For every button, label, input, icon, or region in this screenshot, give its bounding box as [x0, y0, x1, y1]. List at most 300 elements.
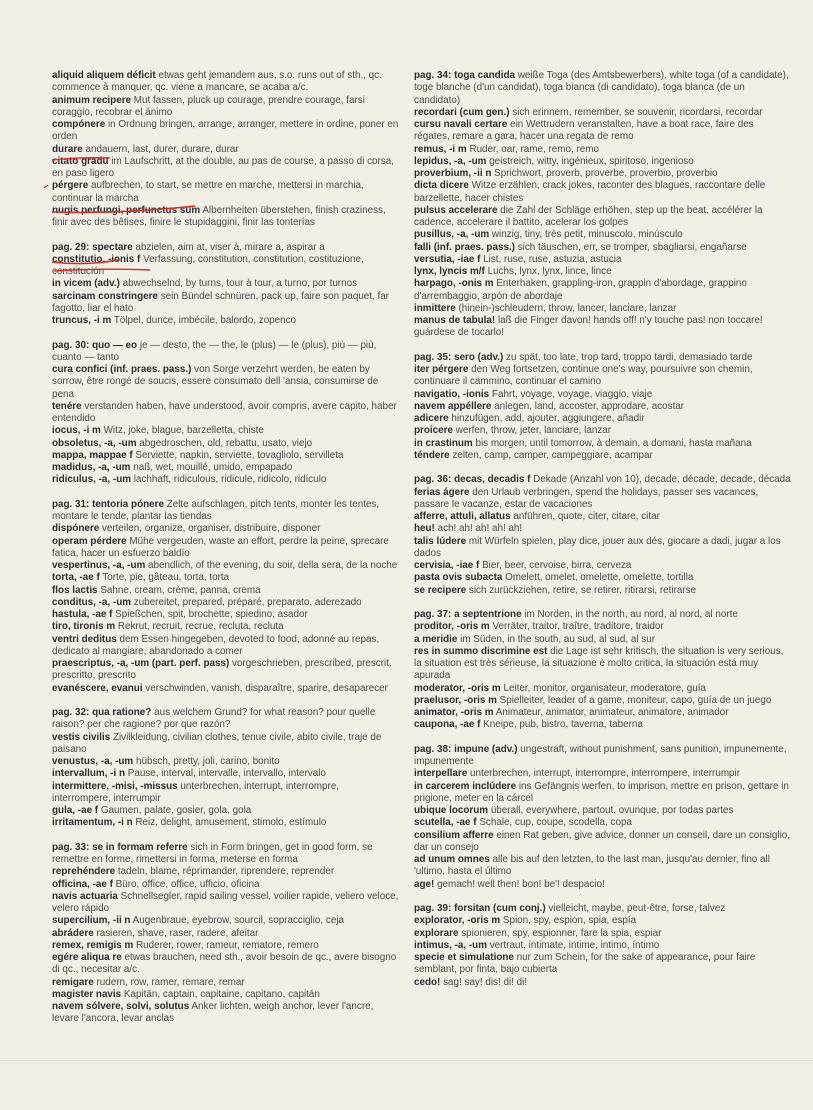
- translations: Omelett, omelet, omelette, omelette, tortilla: [505, 572, 694, 584]
- latin-term: manus de tabula!: [414, 315, 496, 326]
- latin-term: spectare: [92, 241, 133, 253]
- glossary-entry: [52, 732, 400, 757]
- translations: lachhaft, ridiculous, ridicule, ridicolo, ridículo: [133, 474, 327, 486]
- glossary-entry: [52, 879, 400, 891]
- translations: ins Gefängnis werfen, to imprison, mettre en prison, gettare in prigione, meter en la cárcel: [414, 780, 789, 804]
- translations: Ruder, oar, rame, remo, remo: [469, 143, 599, 155]
- latin-term: operam pérdere: [52, 535, 127, 547]
- glossary-entry: [52, 462, 400, 474]
- glossary-entry: [414, 425, 792, 437]
- glossary-section: [414, 70, 792, 340]
- translations: anführen, quote, citer, citare, citar: [513, 511, 660, 523]
- latin-term: remigare: [52, 976, 94, 988]
- latin-term: consilium afferre: [414, 829, 494, 841]
- latin-term: mappa, mappae f: [52, 449, 133, 461]
- latin-term: adicere: [414, 413, 449, 425]
- latin-term: remex, remigis m: [52, 939, 134, 951]
- page-reference: pag. 32:: [52, 707, 90, 719]
- translations: laß die Finger davon! hands off! n'y touche pas! non toccare! guárdese de tocarlo!: [414, 315, 763, 339]
- glossary-entry: [52, 597, 400, 609]
- translations: sich täuschen, err, se tromper, sbagliarsi, engañarse: [517, 241, 747, 253]
- translations: gemach! well then! bon! be'! despacio!: [437, 878, 605, 890]
- latin-term: res in summo discrimine est: [414, 645, 548, 657]
- latin-term: reprehéndere: [52, 866, 116, 878]
- glossary-entry: [52, 658, 400, 683]
- translations: einen Rat geben, give advice, donner un conseil, dare un consiglio, dar un consejo: [414, 829, 791, 853]
- translations: die Zahl der Schläge erhöhen, step up the beat, accélérer la cadence, accelerare il battito, acelerar los golpes: [414, 204, 763, 228]
- translations: nur zum Schein, for the sake of appearance, pour faire semblant, por finta, bajo cubierta: [414, 952, 756, 976]
- glossary-entry: [52, 756, 400, 768]
- latin-term: age!: [414, 878, 435, 890]
- translations: mit Würfeln spielen, play dice, jouer aux dés, giocare a dadi, jugar a los dados: [414, 535, 781, 559]
- latin-term: dispónere: [52, 523, 100, 535]
- translations: hübsch, pretty, joli, carino, bonito: [135, 756, 280, 768]
- glossary-entry: [414, 781, 792, 806]
- translations: von Sorge verzehrt werden, be eaten by sorrow, être rongé de soucis, essere consumato dell 'ansia, consumirse de pena: [52, 364, 379, 400]
- glossary-entry: [52, 817, 400, 829]
- glossary-entry: [414, 940, 792, 952]
- glossary-entry: [414, 254, 792, 266]
- glossary-section: [414, 352, 792, 462]
- latin-term: egére aliqua re: [52, 952, 122, 964]
- glossary-entry: [52, 205, 400, 230]
- glossary-entry: [52, 95, 400, 120]
- translations: spionieren, spy, espionner, fare la spia, espiar: [461, 927, 662, 939]
- latin-term: officina, -ae f: [52, 878, 113, 890]
- glossary-entry: [414, 315, 792, 340]
- glossary-entry: [414, 156, 792, 168]
- translations: unterbrechen, interrupt, interrompre, interrompere, interrumpir: [470, 768, 741, 780]
- glossary-section: [414, 609, 792, 732]
- page-reference: pag. 36:: [414, 474, 452, 486]
- translations: aufbrechen, to start, se mettre en marche, mettersi in marchia, continuar la marcha: [52, 180, 364, 204]
- page-reference: pag. 31:: [52, 498, 90, 510]
- latin-term: talis lúdere: [414, 535, 467, 547]
- glossary-entry: [52, 560, 400, 572]
- glossary-entry: [414, 744, 792, 769]
- translations: Zelte aufschlagen, pitch tents, monter les tentes, montare le tende, plantar las tiendas: [52, 498, 380, 523]
- translations: Spielleiter, leader of a game, moniteur, capo, guía de un juego: [499, 694, 772, 706]
- glossary-entry: [52, 242, 400, 254]
- latin-term: madidus, -a, -um: [52, 462, 131, 474]
- translations: alle bis auf den letzten, to the last man, jusqu'au dernier, fino all 'ultimo, hasta el último: [414, 854, 770, 878]
- glossary-entry: [414, 977, 792, 989]
- page-reference: pag. 33:: [52, 841, 90, 853]
- translations: rasieren, shave, raser, radere, afeitar: [96, 927, 259, 939]
- translations: Sahne, cream, crème, panna, crema: [100, 584, 261, 596]
- translations: Kapitän, captain, capitaine, capitano, capitán: [123, 988, 320, 1000]
- glossary-entry: [52, 572, 400, 584]
- translations: Büro, office, office, ufficio, oficina: [115, 878, 260, 890]
- latin-term: vespertinus, -a, -um: [52, 560, 146, 572]
- latin-term: recordari (cum gen.): [414, 106, 510, 118]
- latin-term: remus, -i m: [414, 143, 467, 155]
- glossary-entry: [52, 634, 400, 659]
- translations: verstanden haben, have understood, avoir compris, avere capito, haber entendido: [52, 400, 397, 425]
- glossary-entry: [52, 536, 400, 561]
- glossary-section: [52, 242, 400, 328]
- glossary-entry: [414, 572, 792, 584]
- glossary-entry: [414, 903, 792, 915]
- latin-term: navem sólvere, solvi, solutus: [52, 1001, 190, 1013]
- glossary-entry: [52, 952, 400, 977]
- latin-term: supercilium, -ii n: [52, 915, 131, 927]
- glossary-section: [414, 744, 792, 891]
- translations: sich zurückziehen, retire, se retirer, ritirarsi, retirarse: [468, 584, 697, 596]
- latin-term: iocus, -i m: [52, 425, 101, 437]
- translations: hinzufügen, add, ajouter, aggiungere, añadir: [451, 413, 645, 425]
- translations: Pause, interval, intervalle, intervallo, intervalo: [127, 768, 326, 780]
- translations: unterbrechen, interrupt, interrompre, interrompere, interrumpir: [52, 780, 340, 804]
- translations: Luchs, lynx, lynx, lince, lince: [487, 266, 612, 277]
- glossary-entry: [52, 425, 400, 437]
- page-reference: pag. 34:: [414, 70, 452, 81]
- glossary-entry: [414, 646, 792, 683]
- latin-term: ubique locorum: [414, 805, 489, 817]
- latin-term: explorare: [414, 927, 459, 939]
- page-reference: pag. 37:: [414, 609, 452, 621]
- glossary-entry: [414, 389, 792, 401]
- translations: je — desto, the — the, le (plus) — le (plus), più — più, cuanto — tanto: [52, 339, 377, 363]
- latin-term: in vicem (adv.): [52, 278, 120, 290]
- glossary-entry: [52, 928, 400, 940]
- glossary-entry: [52, 474, 400, 486]
- glossary-entry: [52, 401, 400, 426]
- latin-term: proverbium, -ii n: [414, 168, 492, 179]
- latin-term: harpago, -onis m: [414, 278, 494, 290]
- latin-term: magister navis: [52, 988, 122, 1000]
- glossary-entry: [414, 830, 792, 855]
- translations: sag! say! dis! di! di!: [443, 976, 528, 988]
- translations: bis morgen, until tomorrow, à demain, a domani, hasta mañana: [475, 437, 752, 449]
- latin-term: qua ratione?: [92, 707, 152, 719]
- glossary-entry: [414, 474, 792, 486]
- latin-term: vestis civilis: [52, 731, 111, 743]
- latin-term: citato gradu: [52, 155, 109, 167]
- translations: Augenbraue, eyebrow, sourcil, sopracciglio, ceja: [132, 915, 345, 927]
- latin-term: specie et simulatione: [414, 952, 514, 964]
- glossary-entry: [414, 536, 792, 561]
- glossary-entry: [52, 144, 400, 156]
- glossary-entry: [52, 683, 400, 695]
- latin-term: lepidus, -a, -um: [414, 155, 487, 167]
- glossary-entry: [414, 70, 792, 107]
- latin-term: cursu navali certare: [414, 119, 508, 130]
- glossary-entry: [52, 1001, 400, 1026]
- translations: vertraut, intimate, intime, intimo, íntimo: [489, 939, 660, 951]
- translations: überall, everywhere, partout, ovunque, por todas partes: [490, 805, 734, 817]
- glossary-section: [414, 903, 792, 989]
- glossary-entry: [414, 205, 792, 230]
- glossary-entry: [414, 144, 792, 156]
- translations: sich in Form bringen, get in good form, se remettre en forme, rimettersi in forma, meterse en forma: [52, 841, 373, 866]
- translations: Witze erzählen, crack jokes, raconter des blagues, raccontare delle barzellette, hacer chistes: [414, 180, 766, 204]
- translations: Verräter, traitor, traître, traditore, traidor: [492, 621, 664, 633]
- glossary-entry: [414, 719, 792, 731]
- latin-term: in crastinum: [414, 437, 473, 449]
- latin-term: dicta dicere: [414, 180, 469, 192]
- glossary-section: [52, 707, 400, 830]
- latin-term: heu!: [414, 523, 435, 535]
- glossary-entry: [414, 352, 792, 364]
- translations: Serviette, napkin, serviette, tovagliolo, servilleta: [135, 449, 344, 461]
- translations: weiße Toga (des Amtsbewerbers), white toga (of a candidate), toge blanche (d'un candidat), toga bianca (di candidato), toga blanca (de un candidato): [414, 70, 789, 106]
- latin-term: se in formam referre: [92, 841, 188, 853]
- latin-term: flos lactis: [52, 584, 98, 596]
- glossary-entry: [414, 107, 792, 119]
- translations: sich erinnern, remember, se souvenir, ricordarsi, recordar: [512, 106, 763, 118]
- glossary-entry: [414, 879, 792, 891]
- glossary-entry: [52, 781, 400, 806]
- glossary-entry: [414, 266, 792, 278]
- page-reference: pag. 39:: [414, 903, 452, 915]
- translations: Leiter, monitor, organisateur, moderatore, guía: [503, 682, 707, 694]
- latin-term: tentoria pónere: [92, 498, 164, 510]
- latin-term: intervallum, -i n: [52, 768, 125, 780]
- latin-term: aliquid aliquem déficit: [52, 70, 156, 81]
- latin-term: pusillus, -a, -um: [414, 229, 490, 241]
- latin-term: lynx, lyncis m/f: [414, 266, 485, 277]
- glossary-entry: [414, 928, 792, 940]
- glossary-entry: [414, 915, 792, 927]
- glossary-entry: [414, 805, 792, 817]
- glossary-entry: [52, 891, 400, 916]
- glossary-entry: [52, 977, 400, 989]
- translations: Tölpel, dunce, imbécile, balordo, zopenco: [113, 315, 297, 327]
- latin-term: irritamentum, -i n: [52, 817, 133, 829]
- translations: im Norden, in the north, au nord, al nord, al norte: [524, 609, 738, 621]
- latin-term: sarcinam constringere: [52, 290, 158, 302]
- translations: verteilen, organize, organiser, distribuire, disponer: [101, 523, 321, 535]
- latin-term: intermittere, -misi, -missus: [52, 780, 178, 792]
- glossary-entry: [414, 817, 792, 829]
- latin-term: ad unum omnes: [414, 854, 490, 866]
- glossary-entry: [52, 609, 400, 621]
- translations: Torte, pie, gâteau, torta, torta: [102, 572, 230, 584]
- translations: Reiz, delight, amusement, stimolo, estímulo: [135, 817, 327, 829]
- latin-term: navis actuaria: [52, 890, 118, 902]
- glossary-entry: [52, 364, 400, 401]
- translations: ungestraft, without punishment, sans punition, impunemente, impunemente: [414, 743, 787, 768]
- latin-term: animator, -oris m: [414, 707, 494, 719]
- latin-term: praelusor, -oris m: [414, 694, 497, 706]
- latin-term: ferias ágere: [414, 486, 470, 498]
- translations: Rekrut, recruit, recrue, recluta, recluta: [117, 621, 284, 633]
- latin-term: explorator, -oris m: [414, 915, 501, 927]
- glossary-entry: [52, 119, 400, 144]
- glossary-entry: [52, 768, 400, 780]
- translations: abzielen, aim at, viser à, mirare a, aspirar a: [135, 241, 325, 253]
- translations: Spion, spy, espion, spia, espía: [502, 915, 637, 927]
- latin-term: venustus, -a, -um: [52, 756, 134, 768]
- translations: im Süden, in the south, au sud, al sud, al sur: [460, 633, 655, 645]
- latin-term: pulsus accelerare: [414, 204, 498, 216]
- translations: zelten, camp, camper, campeggiare, acampar: [452, 449, 653, 461]
- glossary-section: [52, 340, 400, 487]
- translations: Dekade (Anzahl von 10), decade, décade, decade, década: [533, 474, 791, 486]
- translations: vorgeschrieben, prescribed, prescrit, prescritto, prescrito: [52, 658, 392, 682]
- glossary-entry: [52, 842, 400, 867]
- translations: geistreich, witty, ingénieux, spiritoso, ingenioso: [489, 155, 694, 167]
- glossary-entry: [414, 438, 792, 450]
- glossary-entry: [414, 523, 792, 535]
- page-reference: pag. 30:: [52, 339, 90, 351]
- latin-term: sero (adv.): [454, 351, 504, 363]
- glossary-entry: [52, 866, 400, 878]
- glossary-entry: [52, 340, 400, 365]
- glossary-entry: [52, 585, 400, 597]
- page-reference: pag. 35:: [414, 351, 452, 363]
- glossary-entry: [414, 560, 792, 572]
- latin-term: quo — eo: [92, 339, 138, 351]
- glossary-section: [52, 499, 400, 695]
- latin-term: cura confici (inf. praes. pass.): [52, 364, 192, 376]
- translations: zubereitet, prepared, préparé, preparato, aderezado: [133, 596, 362, 608]
- tick-mark: [44, 185, 48, 188]
- translations: ein Wettrudern veranstalten, have a boat race, faire des régates, remare a gara, hacer una regata de remo: [414, 119, 754, 143]
- latin-term: forsitan (cum conj.): [454, 903, 546, 915]
- latin-term: evanéscere, evanui: [52, 682, 143, 694]
- translations: dem Essen hingegeben, devoted to food, adonné au repas, dedicato al mangiare, abandonado a comer: [52, 633, 380, 657]
- paper-crease: [0, 1060, 813, 1061]
- latin-term: gula, -ae f: [52, 805, 99, 817]
- glossary-entry: [414, 119, 792, 144]
- latin-term: intimus, -a, -um: [414, 939, 487, 951]
- glossary-entry: [52, 523, 400, 535]
- glossary-entry: [52, 450, 400, 462]
- translations: Sprichwort, proverb, proverbe, proverbio, proverbio: [494, 168, 718, 179]
- glossary-entry: [414, 168, 792, 180]
- latin-term: abrádere: [52, 927, 94, 939]
- latin-term: cervisia, -iae f: [414, 560, 480, 572]
- glossary-entry: [52, 915, 400, 927]
- latin-term: falli (inf. praes. pass.): [414, 241, 515, 253]
- translations: Spießchen, spit, brochette, spiedino, asador: [115, 609, 308, 621]
- translations: andauern, last, durer, durare, durar: [85, 143, 239, 155]
- glossary-entry: [414, 952, 792, 977]
- page-reference: pag. 29:: [52, 241, 90, 253]
- translations: (hinein-)schleudern, throw, lancer, lanciare, lanzar: [458, 302, 677, 314]
- glossary-entry: [52, 805, 400, 817]
- translations: List, ruse, ruse, astuzia, astucia: [483, 253, 622, 265]
- glossary-entry: [414, 364, 792, 389]
- glossary-column-left: [52, 70, 400, 1038]
- translations: tadeln, blame, réprimander, riprendere, reprender: [117, 866, 335, 878]
- translations: in Ordnung bringen, arrange, arranger, mettere in ordine, poner en orden: [52, 119, 399, 143]
- latin-term: nugis perfungi, perfunctus sum: [52, 204, 201, 216]
- translations: abendlich, of the evening, du soir, della sera, de la noche: [148, 560, 398, 572]
- latin-term: inmittere: [414, 302, 456, 314]
- translations: Animateur, animator, animateur, animatore, animador: [495, 707, 729, 719]
- translations: rudern, row, ramer, remare, remar: [96, 976, 245, 988]
- translations: ach! ah! ah! ah! ah!: [437, 523, 523, 535]
- glossary-entry: [414, 621, 792, 633]
- translations: den Weg fortsetzen, continue one's way, poursuivre son chemin, continuare il cammino, continuar el camino: [414, 364, 753, 388]
- translations: winzig, tiny, très petit, minuscolo, minúsculo: [491, 229, 683, 241]
- latin-term: truncus, -i m: [52, 315, 112, 327]
- glossary-entry: [414, 413, 792, 425]
- latin-term: tenére: [52, 400, 82, 412]
- translations: Enterhaken, grappling-iron, grappin d'abordage, grappino d'arrembaggio, arpón de abordaje: [414, 278, 747, 302]
- translations: etwas geht jemandem aus, s.o. runs out of sth., qc. commence à manquer, qc. viene a mancare, se acaba a/c.: [52, 70, 382, 94]
- glossary-entry: [52, 156, 400, 181]
- glossary-section: [414, 474, 792, 597]
- translations: Verfassung, constitution, constitution, costituzione, constitución: [52, 253, 364, 278]
- glossary-entry: [52, 180, 400, 205]
- latin-term: impune (adv.): [454, 743, 518, 755]
- latin-term: tiro, tironis m: [52, 621, 116, 633]
- latin-term: se recipere: [414, 584, 467, 596]
- glossary-entry: [52, 707, 400, 732]
- glossary-section: [52, 842, 400, 1026]
- latin-term: toga candida: [454, 70, 515, 81]
- glossary-entry: [52, 438, 400, 450]
- latin-term: constitutio, -ionis f: [52, 253, 141, 265]
- glossary-entry: [414, 242, 792, 254]
- translations: Kneipe, pub, bistro, taverna, taberna: [483, 719, 643, 731]
- latin-term: proditor, -oris m: [414, 621, 490, 633]
- glossary-entry: [52, 315, 400, 327]
- latin-term: moderator, -oris m: [414, 682, 501, 694]
- translations: Witz, joke, blague, barzelletta, chiste: [103, 425, 264, 437]
- glossary-entry: [414, 609, 792, 621]
- translations: sein Bündel schnüren, pack up, faire son paquet, far fagotto, liar el hato: [52, 290, 390, 314]
- glossary-entry: [414, 707, 792, 719]
- latin-term: interpellare: [414, 768, 468, 780]
- translations: Anker lichten, weigh anchor, lever l'ancre, levare l'ancora, levar anclas: [52, 1001, 374, 1025]
- glossary-entry: [414, 585, 792, 597]
- glossary-entry: [414, 854, 792, 879]
- glossary-entry: [414, 278, 792, 303]
- translations: im Laufschritt, at the double, au pas de course, a passo di corsa, en paso ligero: [52, 155, 394, 179]
- latin-term: cedo!: [414, 976, 441, 988]
- latin-term: scutella, -ae f: [414, 817, 477, 829]
- glossary-entry: [52, 291, 400, 316]
- latin-term: versutia, -iae f: [414, 253, 481, 265]
- translations: Bier, beer, cervoise, birra, cerveza: [482, 560, 632, 572]
- glossary-entry: [414, 303, 792, 315]
- translations: Schnellsegler, rapid sailing vessel, voilier rapide, veliero veloce, velero rápido: [52, 890, 399, 915]
- glossary-entry: [414, 229, 792, 241]
- glossary-entry: [414, 683, 792, 695]
- glossary-entry: [52, 940, 400, 952]
- glossary-entry: [52, 254, 400, 279]
- latin-term: ridiculus, -a, -um: [52, 474, 132, 486]
- latin-term: hastula, -ae f: [52, 609, 113, 621]
- glossary-entry: [414, 511, 792, 523]
- latin-term: navigatio, -ionis: [414, 388, 490, 400]
- latin-term: afferre, attuli, allatus: [414, 511, 511, 523]
- translations: Ruderer, rower, rameur, rematore, remero: [136, 939, 319, 951]
- translations: werfen, throw, jeter, lanciare, lanzar: [455, 425, 612, 437]
- translations: Albernheiten überstehen, finish craziness, finir avec des bêtises, finire le stupidaggini, finir las tonterías: [52, 204, 386, 228]
- latin-term: ventri deditus: [52, 633, 117, 645]
- latin-term: durare: [52, 143, 83, 155]
- translations: Mühe vergeuden, waste an effort, perdre la peine, sprecare fatica, hacer un esfuerzo baldío: [52, 535, 389, 559]
- translations: Zivilkleidung, civilian clothes, tenue civile, abito civile, traje de paisano: [52, 731, 382, 755]
- latin-term: téndere: [414, 449, 450, 461]
- translations: den Urlaub verbringen, spend the holidays, passer ses vacances, passare le vacanze, estar de vacaciones: [414, 486, 759, 510]
- translations: Mut fassen, pluck up courage, prendre courage, farsi coraggio, recobrar el ánimo: [52, 94, 365, 118]
- glossary-entry: [52, 621, 400, 633]
- glossary-entry: [414, 695, 792, 707]
- glossary-entry: [414, 487, 792, 512]
- glossary-entry: [52, 989, 400, 1001]
- translations: vielleicht, maybe, peut-être, forse, talvez: [548, 903, 726, 915]
- latin-term: decas, decadis f: [454, 474, 531, 486]
- translations: Fahrt, voyage, voyage, viaggio, viaje: [491, 388, 653, 400]
- latin-term: praescriptus, -a, -um (part. perf. pass): [52, 658, 230, 670]
